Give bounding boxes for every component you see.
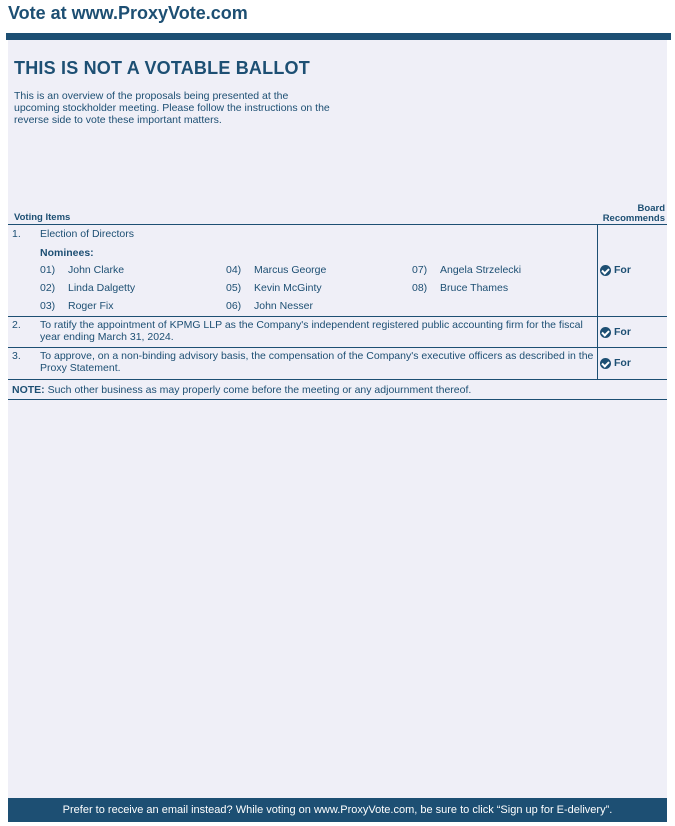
- item-divider: [8, 379, 667, 380]
- nominee-name: Marcus George: [254, 264, 327, 276]
- voting-items-header: Voting Items: [14, 212, 71, 223]
- board-recommends-header: [603, 204, 665, 224]
- nominee-name: Roger Fix: [68, 300, 114, 312]
- nominee-name: John Clarke: [68, 264, 125, 276]
- nominee-number: 05): [226, 282, 242, 294]
- nominee-name: John Nesser: [254, 300, 313, 312]
- note-label: NOTE:: [12, 384, 45, 396]
- board-header-line2: Recommends: [602, 213, 665, 224]
- recommendation-for: [600, 357, 631, 369]
- nominee-number: 06): [226, 300, 242, 312]
- ballot-panel: [8, 40, 667, 798]
- check-circle-icon: [600, 358, 611, 369]
- nominee-number: 03): [40, 300, 56, 312]
- check-circle-icon: [600, 327, 611, 338]
- note: [12, 384, 471, 396]
- item-number: 1.: [12, 228, 21, 240]
- item-number: 3.: [12, 350, 21, 362]
- footer-text: Prefer to receive an email instead? While voting on www.ProxyVote.com, be sure to click “Sign up for E-delivery”.: [62, 804, 613, 816]
- recommendation-label: For: [614, 264, 631, 276]
- nominee-number: 08): [412, 282, 428, 294]
- nominee-number: 02): [40, 282, 56, 294]
- item-text: To approve, on a non-binding advisory basis, the compensation of the Company's executive officers as described in the Proxy Statement.: [40, 350, 594, 374]
- nominee-name: Bruce Thames: [440, 282, 509, 294]
- nominee-number: 04): [226, 264, 242, 276]
- header-divider-bar: [6, 33, 671, 40]
- header-title: Vote at www.ProxyVote.com: [8, 3, 248, 23]
- page-title: THIS IS NOT A VOTABLE BALLOT: [14, 58, 310, 78]
- item-divider: [8, 316, 667, 317]
- item-divider: [8, 347, 667, 348]
- recommendation-for: [600, 264, 631, 276]
- board-header-line1: Board: [637, 203, 665, 214]
- recommendation-for: [600, 326, 631, 338]
- nominee-number: 01): [40, 264, 56, 276]
- note-divider: [8, 399, 667, 400]
- board-column-divider: [597, 225, 598, 380]
- nominees-label: Nominees:: [40, 247, 94, 259]
- recommendation-label: For: [614, 326, 631, 338]
- nominee-name: Linda Dalgetty: [68, 282, 136, 294]
- item-text: To ratify the appointment of KPMG LLP as the Company's independent registered public accounting firm for the fiscal year ending March 31, 2024.: [40, 319, 583, 343]
- nominee-name: Kevin McGinty: [254, 282, 322, 294]
- note-text: Such other business as may properly come before the meeting or any adjournment thereof.: [44, 384, 472, 396]
- footer-banner: [8, 798, 667, 822]
- check-circle-icon: [600, 265, 611, 276]
- nominee-name: Angela Strzelecki: [440, 264, 522, 276]
- item-text: Election of Directors: [40, 228, 134, 240]
- recommendation-label: For: [614, 357, 631, 369]
- header-rule: [8, 224, 667, 225]
- item-number: 2.: [12, 319, 21, 331]
- intro-text: This is an overview of the proposals being presented at the upcoming stockholder meeting. Please follow the instructions on the reverse side to vote these important matters.: [14, 90, 330, 126]
- nominee-number: 07): [412, 264, 428, 276]
